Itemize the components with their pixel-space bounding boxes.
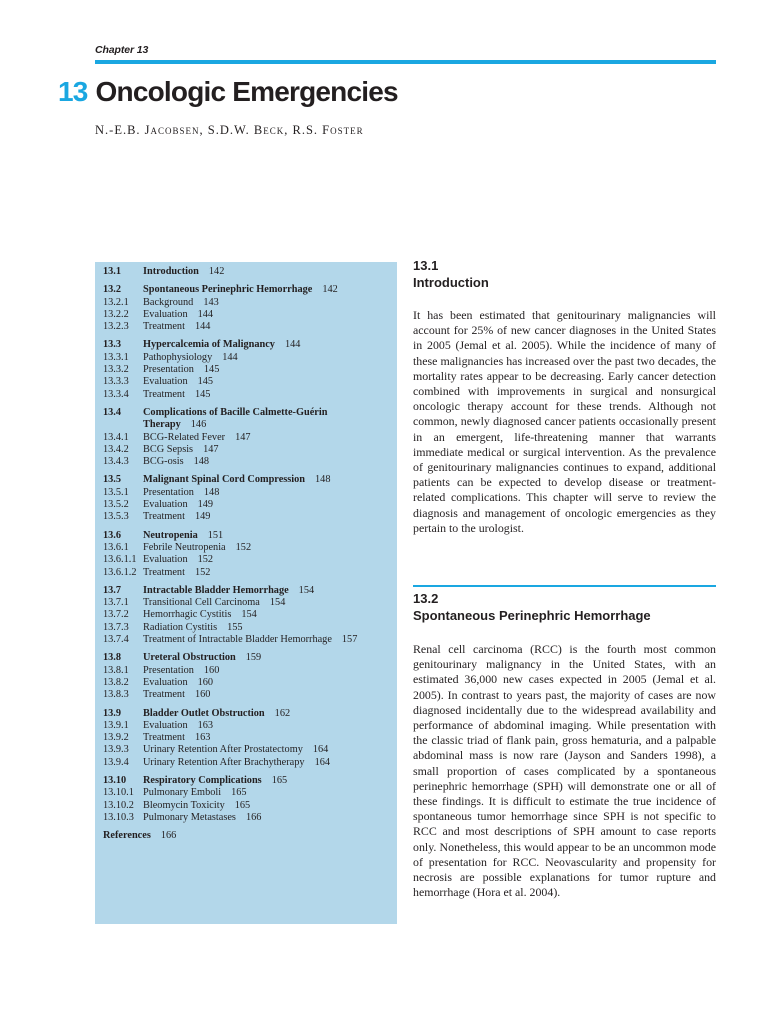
toc-entry-number: 13.10	[103, 774, 127, 786]
toc-entry-page: 164	[312, 744, 329, 756]
toc-entry[interactable]	[103, 720, 397, 732]
toc-entry-title: Respiratory Complications	[143, 774, 262, 786]
toc-entry-title: Treatment of Intractable Bladder Hemorrhage	[143, 634, 332, 646]
toc-entry[interactable]	[103, 634, 397, 646]
toc-entry-number: 13.6.1.1	[103, 554, 137, 566]
toc-group	[103, 585, 397, 646]
toc-entry-page: 157	[341, 634, 358, 646]
toc-entry-number: 13.7	[103, 584, 122, 596]
toc-entry-page: 145	[197, 376, 214, 388]
section-title: Introduction	[413, 275, 489, 290]
toc-entry-page: 152	[235, 541, 252, 553]
toc-entry-number: 13.3	[103, 339, 122, 351]
toc-entry-number: 13.6.1.2	[103, 566, 137, 578]
toc-entry[interactable]	[103, 677, 397, 689]
section-introduction	[413, 258, 716, 536]
toc-entry-title: Background	[143, 296, 194, 308]
toc-group	[103, 708, 397, 769]
toc-group	[103, 830, 397, 842]
toc-entry[interactable]	[103, 812, 397, 824]
toc-entry-title: Therapy	[143, 419, 181, 431]
toc-entry-number: 13.8.3	[103, 689, 129, 701]
toc-entry-number: 13.9.1	[103, 719, 129, 731]
toc-entry-number: 13.4.3	[103, 456, 129, 468]
toc-entry-title: References	[103, 830, 151, 842]
toc-entry-number: 13.4	[103, 406, 122, 418]
toc-entry-page: 152	[194, 566, 211, 578]
toc-entry[interactable]	[103, 419, 397, 431]
toc-entry-page: 142	[208, 266, 225, 277]
toc-entry-title: Presentation	[143, 486, 194, 498]
header-rule	[95, 60, 716, 64]
toc-entry-title: Evaluation	[143, 308, 188, 320]
toc-entry-number: 13.5	[103, 474, 122, 486]
toc-entry[interactable]	[103, 622, 397, 634]
toc-entry-number: 13.8.1	[103, 664, 129, 676]
section-number: 13.1	[413, 258, 439, 273]
toc-entry-title: Treatment	[143, 566, 185, 578]
toc-entry[interactable]	[103, 284, 397, 296]
toc-entry-page: 147	[203, 443, 219, 455]
toc-entry-number: 13.7.3	[103, 621, 129, 633]
toc-entry-number	[103, 419, 143, 431]
toc-entry-number: 13.5.2	[103, 499, 129, 511]
section-body: It has been estimated that genitourinary malignancies will account for 25% of new cancer diagnoses in the United States in 2005 (Jemal et al. 2005). While the incidence of many of these malignancies has increased over the past two decades, the mortality rates appear to be decreasing. Early cancer detection combined with improvements in surgical and nonsurgical oncologic therapy account for these trends. Although not common, newly diagnosed cancer patients occasionally present in an emergent, life-threatening manner that warrants immediate medical or surgical intervention. As the prevalence of genitourinary malignancies continues to expand, additional patients can be expected to develop disease or treatment-related complications. This chapter will serve to review the diagnosis and management of oncologic emergencies as they pertain to the urologist.	[413, 308, 716, 535]
toc-entry-number: 13.9.3	[103, 744, 129, 756]
toc-entry-title: Introduction	[143, 266, 199, 277]
toc-entry-number: 13.3.2	[103, 364, 129, 376]
toc-entry-page: 159	[245, 652, 262, 664]
toc-entry-title: Treatment	[143, 511, 185, 523]
toc-entry-title: Evaluation	[143, 676, 188, 688]
toc-entry-title: Treatment	[143, 388, 185, 400]
toc-entry[interactable]	[103, 689, 397, 701]
toc-entry-title: Evaluation	[143, 719, 188, 731]
toc-entry-title: Complications of Bacille Calmette-Guérin	[143, 406, 328, 418]
toc-entry[interactable]	[103, 444, 397, 456]
section-rule	[413, 585, 716, 587]
toc-entry-title: Bleomycin Toxicity	[143, 799, 225, 811]
toc-entry-page: 144	[284, 339, 301, 351]
toc-entry[interactable]	[103, 830, 397, 842]
toc-entry-page: 160	[203, 664, 220, 676]
toc-entry-title: Malignant Spinal Cord Compression	[143, 474, 306, 486]
toc-entry-page: 149	[194, 511, 211, 523]
toc-group	[103, 474, 397, 523]
toc-entry[interactable]	[103, 407, 397, 419]
toc-entry-page: 148	[193, 456, 210, 468]
toc-entry[interactable]	[103, 321, 397, 333]
table-of-contents	[95, 262, 397, 924]
toc-entry-title: BCG-Related Fever	[143, 431, 226, 443]
toc-entry-page: 143	[203, 296, 219, 308]
toc-entry-number: 13.3.4	[103, 388, 129, 400]
toc-entry[interactable]	[103, 297, 397, 309]
toc-group	[103, 284, 397, 333]
toc-entry[interactable]	[103, 775, 397, 787]
toc-entry-number: 13.5.1	[103, 486, 129, 498]
toc-entry-number: 13.9	[103, 707, 122, 719]
toc-entry-page: 142	[322, 284, 338, 296]
toc-entry-title: Ureteral Obstruction	[143, 652, 236, 664]
toc-entry-page: 164	[314, 756, 331, 768]
toc-entry-title: BCG-osis	[143, 456, 184, 468]
toc-entry-title: Treatment	[143, 321, 185, 333]
toc-entry-page: 154	[269, 597, 286, 609]
chapter-title-text: Oncologic Emergencies	[95, 76, 398, 107]
toc-entry-title: Neutropenia	[143, 529, 198, 541]
toc-entry-number: 13.9.4	[103, 756, 129, 768]
toc-entry-title: Treatment	[143, 689, 185, 701]
toc-entry-title: Evaluation	[143, 499, 188, 511]
toc-entry-number: 13.9.2	[103, 732, 129, 744]
toc-entry[interactable]	[103, 744, 397, 756]
toc-entry-page: 166	[160, 830, 177, 842]
toc-entry[interactable]	[103, 708, 397, 720]
toc-entry-title: Presentation	[143, 364, 194, 376]
toc-entry-page: 165	[271, 774, 288, 786]
authors: N.-E.B. Jacobsen, S.D.W. Beck, R.S. Foster	[95, 123, 364, 137]
toc-entry-page: 166	[245, 811, 262, 823]
toc-entry-page: 163	[194, 732, 211, 744]
toc-entry-page: 148	[315, 474, 331, 486]
toc-entry[interactable]	[103, 597, 397, 609]
toc-entry[interactable]	[103, 499, 397, 511]
toc-entry-number: 13.3.3	[103, 376, 129, 388]
toc-group	[103, 407, 397, 468]
toc-entry[interactable]	[103, 609, 397, 621]
toc-entry-title: Radiation Cystitis	[143, 621, 218, 633]
toc-entry-title: Bladder Outlet Obstruction	[143, 707, 265, 719]
toc-entry-title: Urinary Retention After Brachytherapy	[143, 756, 305, 768]
chapter-number: 13	[58, 76, 88, 107]
toc-entry[interactable]	[103, 339, 397, 351]
toc-entry-page: 154	[241, 609, 257, 621]
toc-entry-number: 13.5.3	[103, 511, 129, 523]
toc-entry[interactable]	[103, 511, 397, 523]
toc-entry[interactable]	[103, 389, 397, 401]
toc-entry-page: 162	[274, 707, 291, 719]
section-title: Spontaneous Perinephric Hemorrhage	[413, 608, 651, 623]
toc-entry-title: Hypercalcemia of Malignancy	[143, 339, 275, 351]
toc-entry-number: 13.2.3	[103, 321, 129, 333]
toc-entry-page: 152	[197, 554, 214, 566]
toc-entry-number: 13.2	[103, 284, 122, 296]
toc-entry[interactable]	[103, 567, 397, 579]
toc-entry[interactable]	[103, 757, 397, 769]
toc-entry[interactable]	[103, 376, 397, 388]
toc-entry-number: 13.1	[103, 266, 122, 277]
toc-entry-page: 144	[194, 321, 211, 333]
toc-entry-title: Febrile Neutropenia	[143, 541, 226, 553]
toc-entry-page: 165	[231, 787, 247, 799]
toc-entry[interactable]	[103, 364, 397, 376]
toc-entry-page: 145	[203, 364, 220, 376]
toc-entry-page: 144	[197, 308, 214, 320]
toc-entry[interactable]	[103, 585, 397, 597]
toc-entry-number: 13.7.4	[103, 634, 129, 646]
toc-entry-page: 144	[222, 351, 238, 363]
toc-group	[103, 652, 397, 701]
toc-entry-title: Hemorrhagic Cystitis	[143, 609, 232, 621]
toc-entry-title: Evaluation	[143, 376, 188, 388]
toc-entry-page: 155	[227, 621, 243, 633]
toc-entry-page: 151	[207, 529, 224, 541]
toc-entry-number: 13.7.1	[103, 597, 129, 609]
toc-entry-page: 146	[190, 419, 207, 431]
toc-entry-number: 13.6	[103, 529, 122, 541]
toc-entry-page: 145	[194, 388, 211, 400]
toc-entry[interactable]	[103, 732, 397, 744]
toc-entry[interactable]	[103, 530, 397, 542]
toc-entry-page: 163	[197, 719, 214, 731]
toc-entry-number: 13.6.1	[103, 541, 129, 553]
toc-entry-number: 13.4.1	[103, 431, 129, 443]
toc-entry-title: Pathophysiology	[143, 351, 213, 363]
toc-entry-title: Transitional Cell Carcinoma	[143, 597, 260, 609]
toc-entry-number: 13.4.2	[103, 443, 129, 455]
toc-entry[interactable]	[103, 487, 397, 499]
toc-entry-number: 13.10.3	[103, 811, 134, 823]
toc-entry[interactable]	[103, 309, 397, 321]
section-perinephric-hemorrhage	[413, 591, 716, 900]
toc-group	[103, 339, 397, 400]
toc-entry[interactable]	[103, 456, 397, 468]
toc-entry-page: 149	[197, 499, 214, 511]
toc-group	[103, 775, 397, 824]
toc-entry-number: 13.10.2	[103, 799, 134, 811]
section-number: 13.2	[413, 591, 439, 606]
toc-entry-number: 13.2.1	[103, 296, 129, 308]
toc-entry-number: 13.2.2	[103, 308, 129, 320]
toc-entry[interactable]	[103, 474, 397, 486]
toc-entry-title: Presentation	[143, 664, 194, 676]
toc-entry-number: 13.10.1	[103, 787, 134, 799]
toc-entry[interactable]	[103, 352, 397, 364]
toc-entry-page: 147	[235, 431, 251, 443]
toc-group	[103, 266, 397, 278]
toc-entry-title: Spontaneous Perinephric Hemorrhage	[143, 284, 313, 296]
toc-entry-number: 13.8	[103, 652, 122, 664]
toc-entry-page: 154	[298, 584, 315, 596]
toc-entry-title: Intractable Bladder Hemorrhage	[143, 584, 289, 596]
toc-entry-page: 165	[234, 799, 251, 811]
toc-entry-page: 148	[203, 486, 220, 498]
toc-entry-page: 160	[194, 689, 211, 701]
toc-entry-title: BCG Sepsis	[143, 443, 194, 455]
toc-group	[103, 530, 397, 579]
toc-entry[interactable]	[103, 432, 397, 444]
toc-entry[interactable]	[103, 800, 397, 812]
toc-entry-title: Urinary Retention After Prostatectomy	[143, 744, 303, 756]
toc-entry-number: 13.7.2	[103, 609, 129, 621]
chapter-label: Chapter 13	[95, 44, 149, 56]
toc-entry[interactable]	[103, 554, 397, 566]
section-body: Renal cell carcinoma (RCC) is the fourth most common genitourinary malignancy in the United States, with an estimated 36,000 new cases expected in 2005 (Jemal et al. 2005). In contrast to years past, the majority of cases are now diagnosed incidentally due to the widespread availability and performance of abdominal imaging. While presentation with the classic triad of flank pain, gross hematuria, and a palpable abdominal mass is now rare (Jayson and Sanders 1998), a small proportion of cases complicated by a spontaneous perinephric hemorrhage (SPH) will demonstrate one or all of these findings. It is difficult to estimate the true incidence of spontaneous tumor hemorrhage since SPH is not specific to RCC and most descriptions of SPH amount to case reports only. Nonetheless, this would appear to be an uncommon mode of presentation for RCC. Neovascularity and propensity for necrosis are possible explanations for tumor rupture and hemorrhage (Hora et al. 2004).	[413, 642, 716, 900]
toc-entry[interactable]	[103, 652, 397, 664]
toc-entry[interactable]	[103, 787, 397, 799]
toc-entry-title: Treatment	[143, 732, 185, 744]
toc-entry[interactable]	[103, 266, 397, 278]
chapter-title	[58, 74, 398, 110]
toc-entry-number: 13.3.1	[103, 351, 129, 363]
toc-entry-title: Evaluation	[143, 554, 188, 566]
toc-entry-number: 13.8.2	[103, 676, 129, 688]
toc-entry[interactable]	[103, 665, 397, 677]
toc-entry-title: Pulmonary Metastases	[143, 811, 236, 823]
toc-entry[interactable]	[103, 542, 397, 554]
toc-entry-title: Pulmonary Emboli	[143, 787, 222, 799]
toc-entry-page: 160	[197, 676, 214, 688]
